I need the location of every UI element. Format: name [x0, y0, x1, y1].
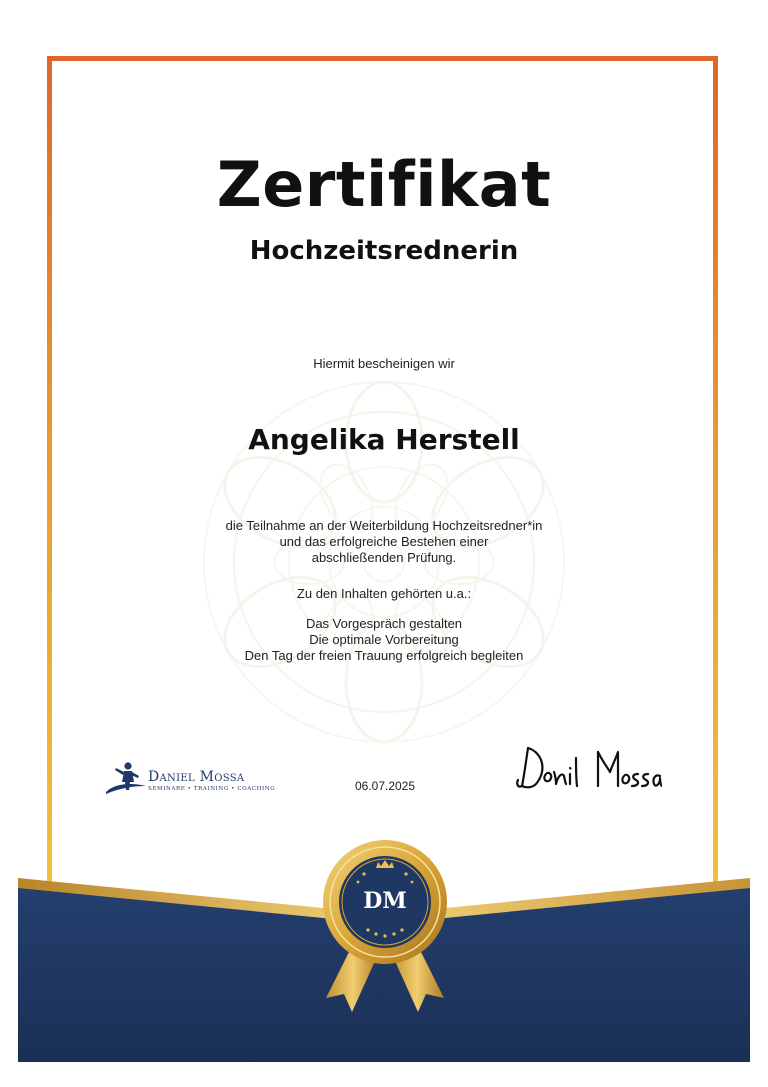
certificate-body [0, 518, 768, 566]
contents-list [0, 616, 768, 664]
body-line: abschließenden Prüfung. [311, 550, 457, 565]
contents-item: Die optimale Vorbereitung [309, 632, 459, 647]
certificate-title: Zertifikat [216, 148, 552, 221]
seal-initials: DM [363, 888, 407, 914]
recipient-name: Angelika Herstell [248, 423, 520, 456]
logo-tagline: SEMINARE • TRAINING • COACHING [148, 786, 276, 792]
daniel-mossa-logo [104, 760, 274, 800]
speaker-figure-icon [104, 760, 148, 796]
gold-seal-badge [318, 838, 452, 1016]
intro-text: Hiermit bescheinigen wir [313, 356, 455, 371]
body-line: die Teilnahme an der Weiterbildung Hochzeitsredner*in [225, 518, 543, 533]
contents-item: Das Vorgespräch gestalten [305, 616, 463, 631]
contents-heading: Zu den Inhalten gehörten u.a.: [296, 586, 472, 601]
certificate-date: 06.07.2025 [354, 779, 416, 793]
signature [512, 742, 662, 800]
certificate-subtitle: Hochzeitsrednerin [249, 236, 519, 266]
logo-name: Daniel Mossa [148, 769, 245, 785]
contents-item: Den Tag der freien Trauung erfolgreich begleiten [244, 648, 524, 663]
body-line: und das erfolgreiche Bestehen einer [279, 534, 489, 549]
